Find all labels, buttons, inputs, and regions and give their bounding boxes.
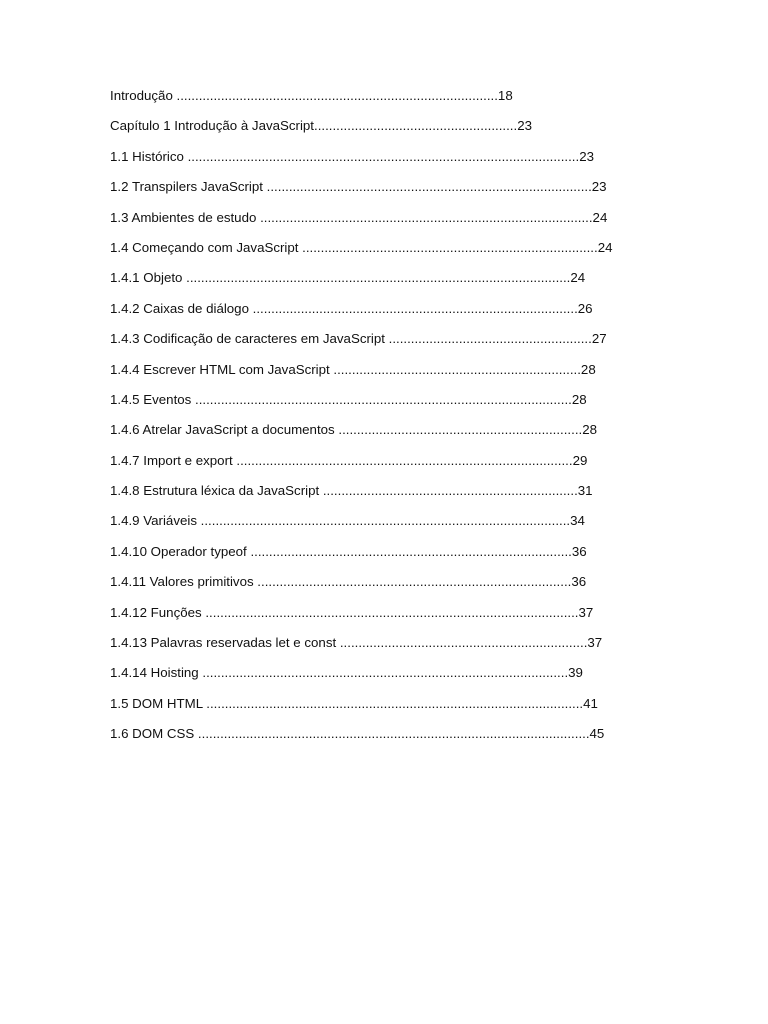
toc-entry-1-3: 1.3 Ambientes de estudo ..........................................................................................24 <box>110 209 608 225</box>
toc-entry-1-4-5: 1.4.5 Eventos ......................................................................................................28 <box>110 391 587 407</box>
toc-entry-1-6: 1.6 DOM CSS ..........................................................................................................45 <box>110 726 605 742</box>
toc-entry-1-4-12: 1.4.12 Funções .....................................................................................................37 <box>110 604 594 620</box>
toc-entry-1-4-13: 1.4.13 Palavras reservadas let e const ...................................................................37 <box>110 635 603 651</box>
toc-entry-1-4-1: 1.4.1 Objeto ........................................................................................................24 <box>110 270 586 286</box>
toc-entry-1-4-6: 1.4.6 Atrelar JavaScript a documentos ..................................................................28 <box>110 422 597 438</box>
toc-entry-1-4-14: 1.4.14 Hoisting ...................................................................................................39 <box>110 665 583 681</box>
toc-entry-1-4-11: 1.4.11 Valores primitivos .....................................................................................36 <box>110 574 587 590</box>
toc-entry-1-4-8: 1.4.8 Estrutura léxica da JavaScript .....................................................................31 <box>110 483 593 499</box>
toc-entry-1-5: 1.5 DOM HTML ......................................................................................................41 <box>110 695 598 711</box>
table-of-contents <box>110 86 670 755</box>
toc-entry-1-2: 1.2 Transpilers JavaScript ........................................................................................23 <box>110 179 607 195</box>
toc-entry-1-4-4: 1.4.4 Escrever HTML com JavaScript ...................................................................28 <box>110 361 596 377</box>
toc-entry-introducao: Introdução .......................................................................................18 <box>110 88 513 103</box>
toc-entry-capitulo-1: Capítulo 1 Introdução à JavaScript.......................................................23 <box>110 118 532 134</box>
toc-entry-1-1: 1.1 Histórico ..........................................................................................................23 <box>110 148 594 164</box>
toc-entry-1-4: 1.4 Começando com JavaScript ................................................................................24 <box>110 239 613 255</box>
toc-entry-1-4-10: 1.4.10 Operador typeof .......................................................................................36 <box>110 543 587 559</box>
toc-entry-1-4-2: 1.4.2 Caixas de diálogo ........................................................................................26 <box>110 300 593 316</box>
toc-entry-1-4-9: 1.4.9 Variáveis ....................................................................................................34 <box>110 513 585 529</box>
toc-entry-1-4-7: 1.4.7 Import e export ...........................................................................................29 <box>110 452 588 468</box>
toc-entry-1-4-3: 1.4.3 Codificação de caracteres em JavaScript .......................................................27 <box>110 331 607 347</box>
